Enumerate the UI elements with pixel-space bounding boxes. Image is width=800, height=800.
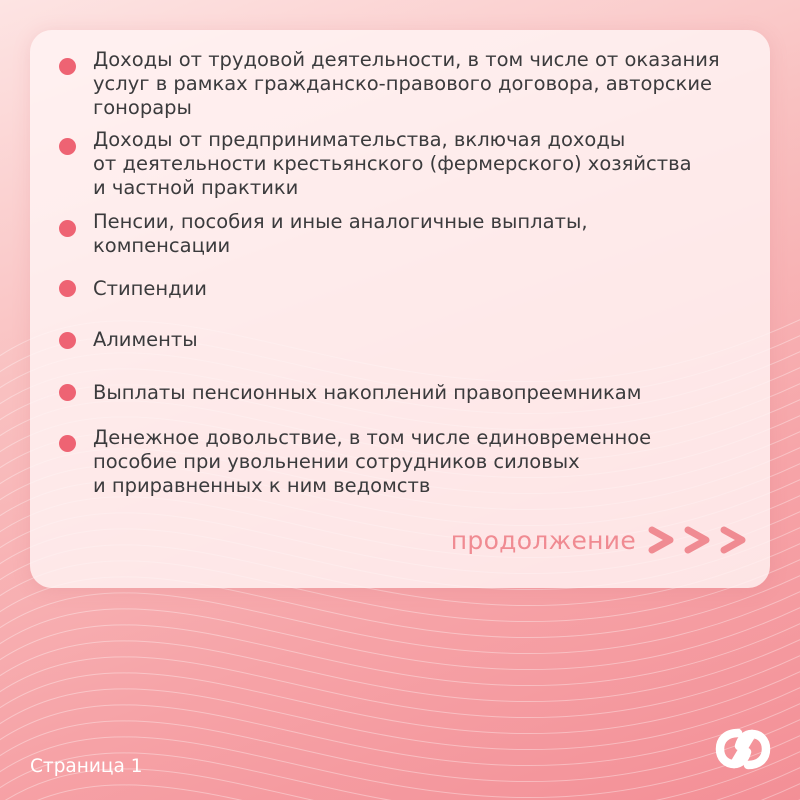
wave-line: [0, 662, 800, 734]
bullet-dot: [59, 332, 76, 349]
wave-line: [0, 614, 800, 686]
list-item-text: Доходы от предпринимательства, включая доходы от деятельности крестьянского (фермерского) хозяйства и частной практики: [93, 128, 692, 199]
bullet-dot: [59, 384, 76, 401]
triple-chevron-right-icon: [646, 525, 750, 555]
wave-line: [0, 582, 800, 654]
continue-label: продолжение: [450, 525, 636, 555]
continue-link[interactable]: [451, 522, 750, 558]
bullet-dot: [59, 220, 76, 237]
bullet-dot: [59, 435, 76, 452]
bullet-dot: [59, 138, 76, 155]
bullet-dot: [59, 280, 76, 297]
wave-line: [0, 646, 800, 718]
sfr-logo-icon: [712, 718, 774, 780]
list-item-text: Пенсии, пособия и иные аналогичные выплаты, компенсации: [93, 210, 588, 257]
list-item-text: Денежное довольствие, в том числе единовременное пособие при увольнении сотрудников силовых и приравненных к ним ведомств: [93, 426, 652, 497]
list-item-text: Выплаты пенсионных накоплений правопреемникам: [93, 381, 642, 404]
wave-line: [0, 694, 800, 766]
wave-line: [0, 630, 800, 702]
list-item-text: Алименты: [93, 328, 198, 351]
wave-line: [0, 774, 800, 800]
list-item-text: Стипендии: [93, 277, 207, 300]
wave-line: [0, 598, 800, 670]
bullet-dot: [59, 58, 76, 75]
page-label: Страница 1: [30, 756, 143, 777]
income-card: [30, 30, 770, 588]
wave-line: [0, 678, 800, 750]
list-item-text: Доходы от трудовой деятельности, в том числе от оказания услуг в рамках гражданско-правового договора, авторские гонорары: [93, 48, 720, 119]
